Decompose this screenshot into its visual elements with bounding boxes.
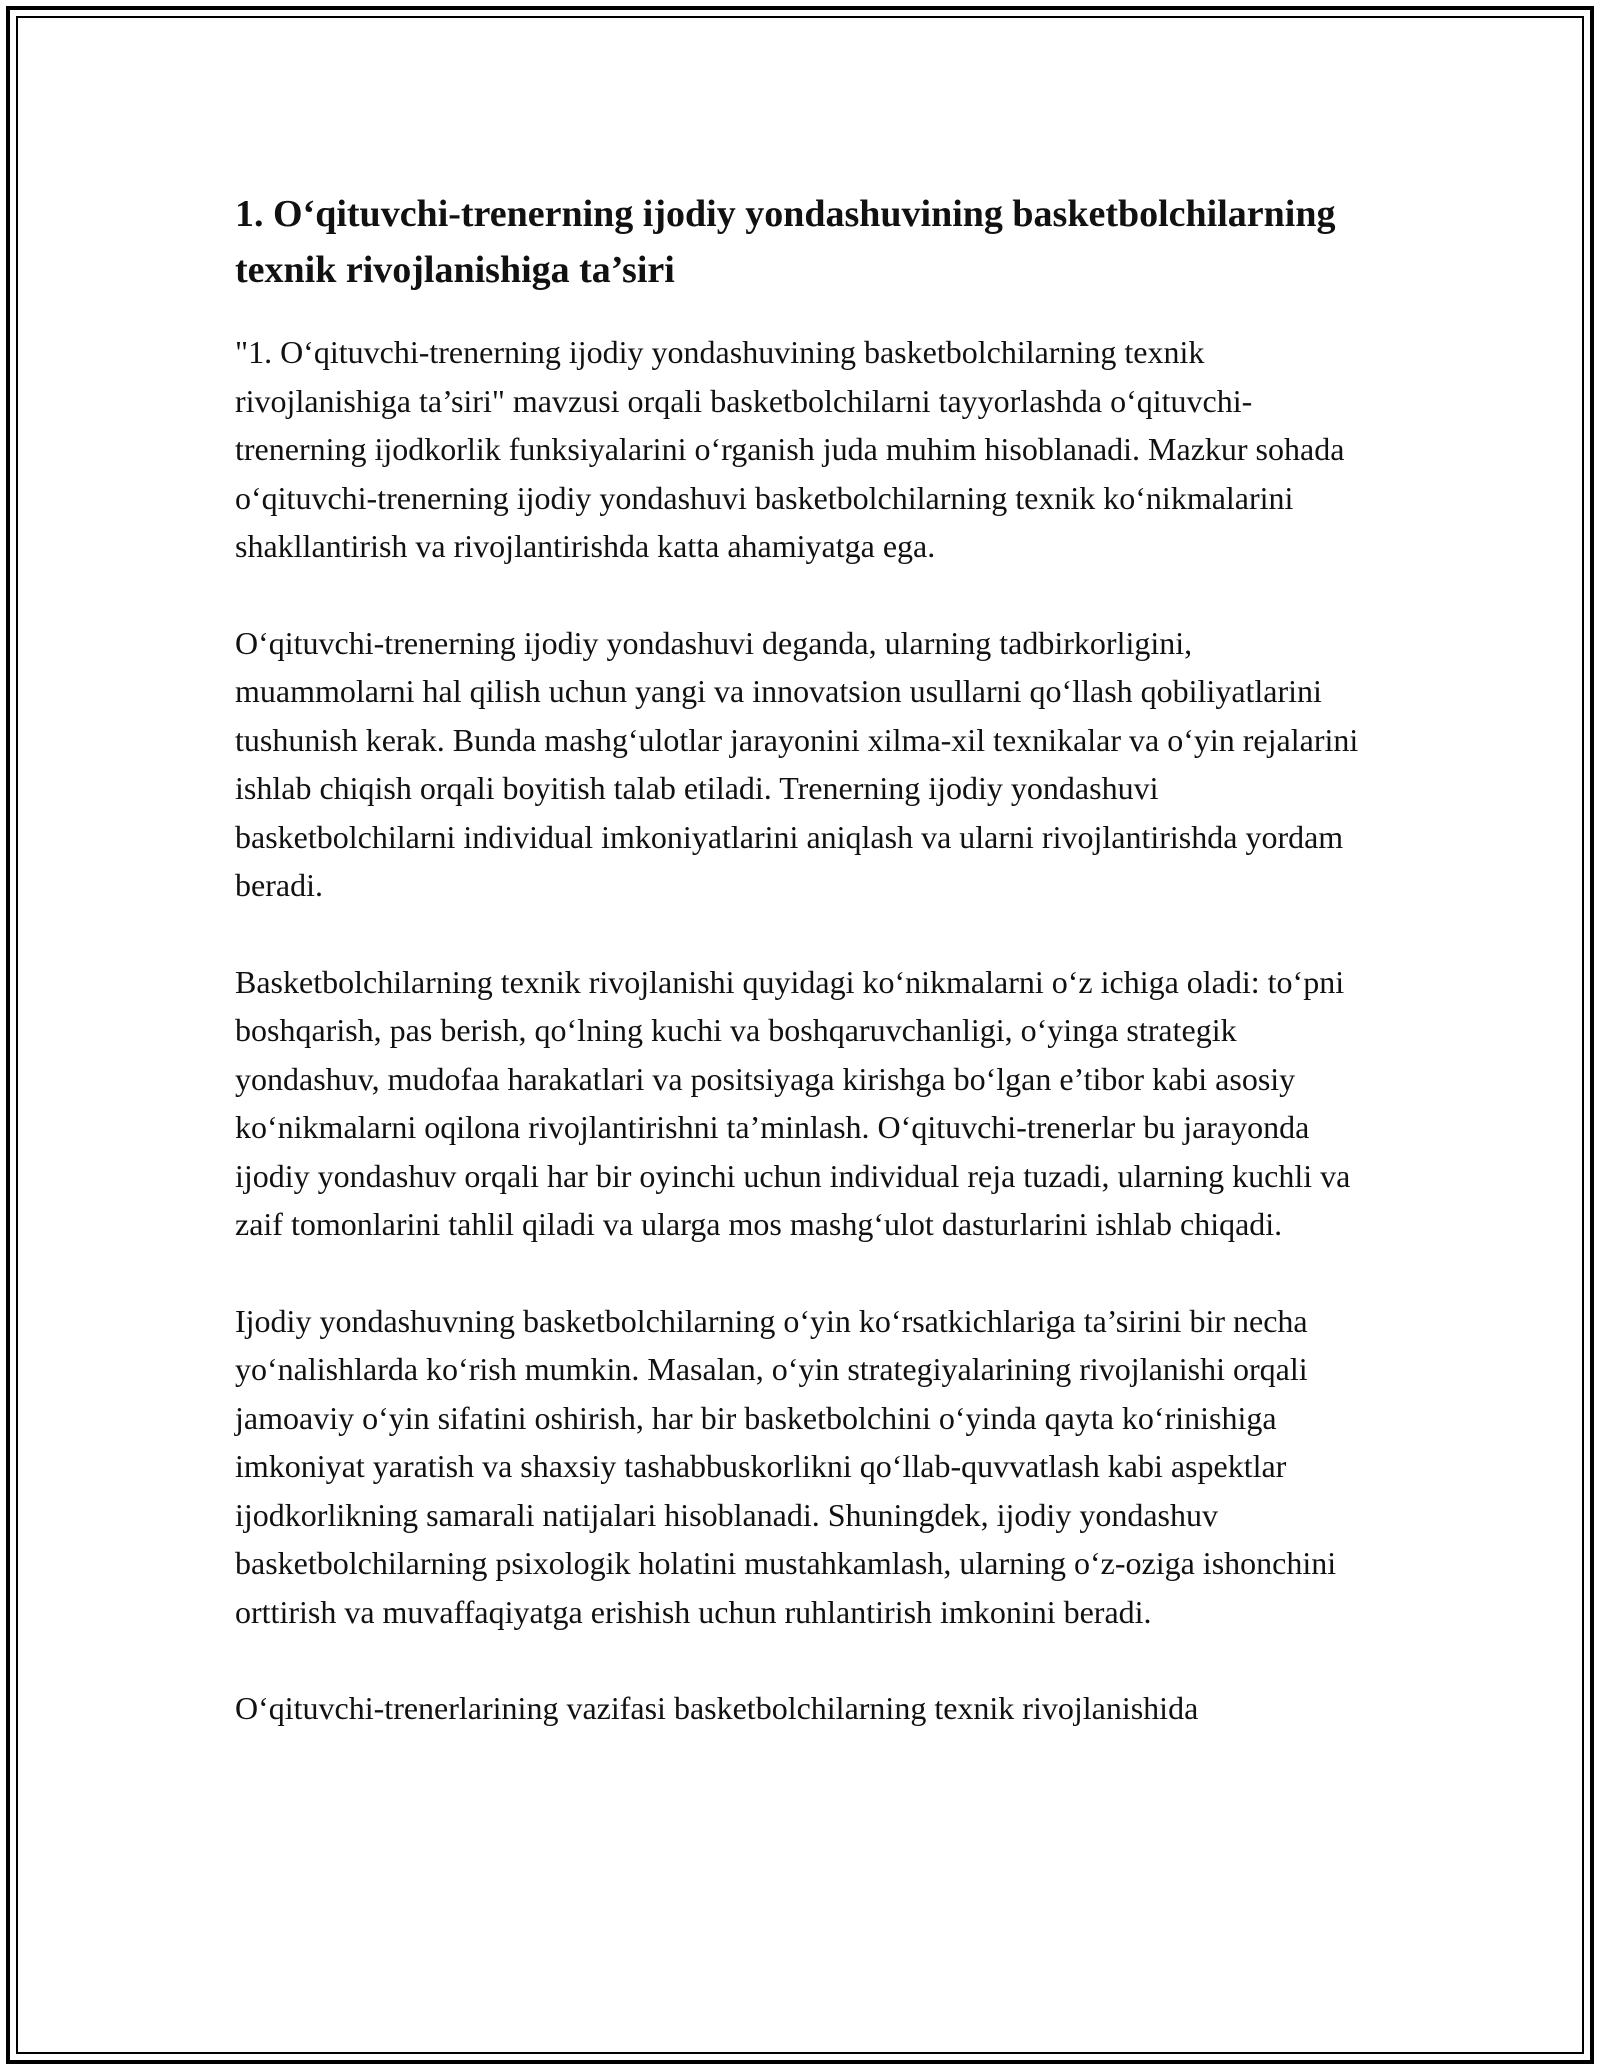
paragraph-1: "1. O‘qituvchi-trenerning ijodiy yondashuvining basketbolchilarning texnik rivojlanishiga ta’siri" mavzusi orqali basketbolchilarni tayyorlashda o‘qituvchi-trenerning ijodkorlik funksiyalarini o‘rganish juda muhim hisoblanadi. Mazkur sohada o‘qituvchi-trenerning ijodiy yondashuvi basketbolchilarning texnik ko‘nikmalarini shakllantirish va rivojlantirishda katta ahamiyatga ega.: [235, 334, 1345, 564]
document-title: 1. O‘qituvchi-trenerning ijodiy yondashuvining basketbolchilarning texnik rivojlanishiga ta’siri: [235, 193, 1336, 291]
paragraph-5: O‘qituvchi-trenerlarining vazifasi basketbolchilarning texnik rivojlanishida: [235, 1690, 1199, 1726]
paragraph-2: O‘qituvchi-trenerning ijodiy yondashuvi deganda, ularning tadbirkorligini, muammolarni hal qilish uchun yangi va innovatsion usullarni qo‘llash qobiliyatlarini tushunish kerak. Bunda mashg‘ulotlar jarayonini xilma-xil texnikalar va o‘yin rejalarini ishlab chiqish orqali boyitish talab etiladi. Trenerning ijodiy yondashuvi basketbolchilarni individual imkoniyatlarini aniqlash va ularni rivojlantirishda yordam beradi.: [235, 624, 1359, 903]
paragraph-4: Ijodiy yondashuvning basketbolchilarning o‘yin ko‘rsatkichlariga ta’sirini bir necha yo‘nalishlarda ko‘rish mumkin. Masalan, o‘yin strategiyalarining rivojlanishi orqali jamoaviy o‘yin sifatini oshirish, har bir basketbolchini o‘yinda qayta ko‘rinishiga imkoniyat yaratish va shaxsiy tashabbuskorlikni qo‘llab-quvvatlash kabi aspektlar ijodkorlikning samarali natijalari hisoblanadi. Shuningdek, ijodiy yondashuv basketbolchilarning psixologik holatini mustahkamlash, ularning o‘z-oziga ishonchini orttirish va muvaffaqiyatga erishish uchun ruhlantirish imkonini beradi.: [235, 1302, 1337, 1630]
document-body: [235, 186, 1375, 1781]
paragraph-3: Basketbolchilarning texnik rivojlanishi quyidagi ko‘nikmalarni o‘z ichiga oladi: to‘pni boshqarish, pas berish, qo‘lning kuchi va boshqaruvchanligi, o‘yinga strategik yondashuv, mudofaa harakatlari va positsiyaga kirishga bo‘lgan e’tibor kabi asosiy ko‘nikmalarni oqilona rivojlantirishni ta’minlash. O‘qituvchi-trenerlar bu jarayonda ijodiy yondashuv orqali har bir oyinchi uchun individual reja tuzadi, ularning kuchli va zaif tomonlarini tahlil qiladi va ularga mos mashg‘ulot dasturlarini ishlab chiqadi.: [235, 963, 1351, 1242]
